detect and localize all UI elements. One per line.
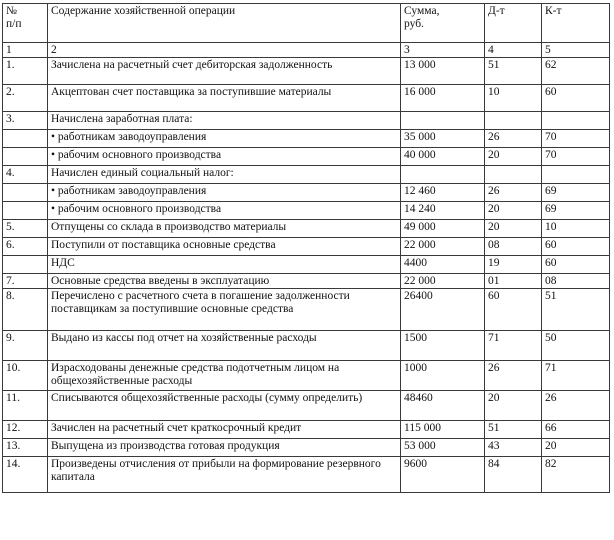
- debit-account: [485, 112, 542, 130]
- table-row: [3, 202, 610, 220]
- operation-description: • рабочим основного производства: [48, 202, 401, 220]
- row-number: [3, 256, 48, 274]
- table-row: [3, 331, 610, 361]
- operation-sum: 26400: [401, 289, 485, 331]
- credit-account: 60: [542, 256, 610, 274]
- operation-sum: 22 000: [401, 238, 485, 256]
- operation-sum: 1500: [401, 331, 485, 361]
- table-row: [3, 130, 610, 148]
- debit-account: 84: [485, 457, 542, 493]
- row-number: 3.: [3, 112, 48, 130]
- debit-account: 20: [485, 148, 542, 166]
- debit-account: 10: [485, 85, 542, 112]
- operation-sum: 9600: [401, 457, 485, 493]
- operation-sum: 1000: [401, 361, 485, 391]
- credit-account: 50: [542, 331, 610, 361]
- header-content: Содержание хозяйственной операции: [48, 4, 401, 43]
- operation-sum: 13 000: [401, 58, 485, 85]
- operation-description: Отпущены со склада в производство материалы: [48, 220, 401, 238]
- credit-account: 70: [542, 148, 610, 166]
- credit-account: 62: [542, 58, 610, 85]
- debit-account: 08: [485, 238, 542, 256]
- row-number: 6.: [3, 238, 48, 256]
- debit-account: 60: [485, 289, 542, 331]
- table-row: [3, 274, 610, 289]
- debit-account: 26: [485, 361, 542, 391]
- row-number: 8.: [3, 289, 48, 331]
- operation-description: • работникам заводоуправления: [48, 184, 401, 202]
- table-row: [3, 361, 610, 391]
- debit-account: 20: [485, 202, 542, 220]
- operation-description: Поступили от поставщика основные средства: [48, 238, 401, 256]
- operation-description: Списываются общехозяйственные расходы (сумму определить): [48, 391, 401, 421]
- credit-account: 71: [542, 361, 610, 391]
- credit-account: [542, 166, 610, 184]
- row-number: 1.: [3, 58, 48, 85]
- operation-description: • рабочим основного производства: [48, 148, 401, 166]
- row-number: 14.: [3, 457, 48, 493]
- table-row: [3, 148, 610, 166]
- debit-account: 20: [485, 220, 542, 238]
- row-number: 13.: [3, 439, 48, 457]
- credit-account: 10: [542, 220, 610, 238]
- operation-description: Произведены отчисления от прибыли на формирование резервного капитала: [48, 457, 401, 493]
- column-number: 3: [401, 43, 485, 58]
- operation-description: Начислена заработная плата:: [48, 112, 401, 130]
- table-row: [3, 421, 610, 439]
- debit-account: 19: [485, 256, 542, 274]
- table-row: [3, 439, 610, 457]
- operation-description: Начислен единый социальный налог:: [48, 166, 401, 184]
- table-row: [3, 457, 610, 493]
- credit-account: 69: [542, 184, 610, 202]
- operation-sum: 35 000: [401, 130, 485, 148]
- table-row: [3, 85, 610, 112]
- credit-account: 08: [542, 274, 610, 289]
- operation-sum: 22 000: [401, 274, 485, 289]
- debit-account: 01: [485, 274, 542, 289]
- credit-account: 51: [542, 289, 610, 331]
- debit-account: 71: [485, 331, 542, 361]
- table-row: [3, 58, 610, 85]
- operation-description: Зачислен на расчетный счет краткосрочный кредит: [48, 421, 401, 439]
- credit-account: 70: [542, 130, 610, 148]
- row-number: [3, 130, 48, 148]
- operation-description: Израсходованы денежные средства подотчетным лицом на общехозяйственные расходы: [48, 361, 401, 391]
- debit-account: 51: [485, 58, 542, 85]
- credit-account: 60: [542, 85, 610, 112]
- operation-description: Выдано из кассы под отчет на хозяйственные расходы: [48, 331, 401, 361]
- operation-sum: [401, 112, 485, 130]
- credit-account: 66: [542, 421, 610, 439]
- row-number: [3, 202, 48, 220]
- debit-account: 26: [485, 184, 542, 202]
- row-number: 9.: [3, 331, 48, 361]
- operation-description: Акцептован счет поставщика за поступившие материалы: [48, 85, 401, 112]
- header-sum: Сумма, руб.: [401, 4, 485, 43]
- column-numbering-row: [3, 43, 610, 58]
- column-number: 4: [485, 43, 542, 58]
- debit-account: [485, 166, 542, 184]
- debit-account: 43: [485, 439, 542, 457]
- table-row: [3, 391, 610, 421]
- column-number: 2: [48, 43, 401, 58]
- debit-account: 51: [485, 421, 542, 439]
- operation-description: Основные средства введены в эксплуатацию: [48, 274, 401, 289]
- table-row: [3, 256, 610, 274]
- row-number: 12.: [3, 421, 48, 439]
- column-number: 1: [3, 43, 48, 58]
- table-row: [3, 289, 610, 331]
- operation-description: Выпущена из производства готовая продукция: [48, 439, 401, 457]
- operation-sum: 40 000: [401, 148, 485, 166]
- header-number: № п/п: [3, 4, 48, 43]
- row-number: 7.: [3, 274, 48, 289]
- operation-sum: 16 000: [401, 85, 485, 112]
- credit-account: 26: [542, 391, 610, 421]
- row-number: 10.: [3, 361, 48, 391]
- operation-sum: 12 460: [401, 184, 485, 202]
- operation-description: • работникам заводоуправления: [48, 130, 401, 148]
- credit-account: 20: [542, 439, 610, 457]
- row-number: 4.: [3, 166, 48, 184]
- operation-description: Зачислена на расчетный счет дебиторская задолженность: [48, 58, 401, 85]
- credit-account: 60: [542, 238, 610, 256]
- operation-sum: 14 240: [401, 202, 485, 220]
- operations-table: [2, 3, 610, 493]
- column-number: 5: [542, 43, 610, 58]
- debit-account: 20: [485, 391, 542, 421]
- row-number: 11.: [3, 391, 48, 421]
- operation-sum: 48460: [401, 391, 485, 421]
- header-debit: Д-т: [485, 4, 542, 43]
- table-row: [3, 166, 610, 184]
- debit-account: 26: [485, 130, 542, 148]
- table-row: [3, 220, 610, 238]
- header-credit: К-т: [542, 4, 610, 43]
- operation-sum: 49 000: [401, 220, 485, 238]
- table-row: [3, 112, 610, 130]
- operation-description: НДС: [48, 256, 401, 274]
- operation-sum: 115 000: [401, 421, 485, 439]
- row-number: [3, 184, 48, 202]
- table-row: [3, 238, 610, 256]
- credit-account: [542, 112, 610, 130]
- operation-description: Перечислено с расчетного счета в погашение задолженности поставщикам за поступившие основные средства: [48, 289, 401, 331]
- row-number: [3, 148, 48, 166]
- operation-sum: [401, 166, 485, 184]
- operation-sum: 4400: [401, 256, 485, 274]
- operation-sum: 53 000: [401, 439, 485, 457]
- row-number: 2.: [3, 85, 48, 112]
- credit-account: 82: [542, 457, 610, 493]
- credit-account: 69: [542, 202, 610, 220]
- row-number: 5.: [3, 220, 48, 238]
- operations-table-body: [3, 4, 610, 493]
- table-row: [3, 184, 610, 202]
- header-row: [3, 4, 610, 43]
